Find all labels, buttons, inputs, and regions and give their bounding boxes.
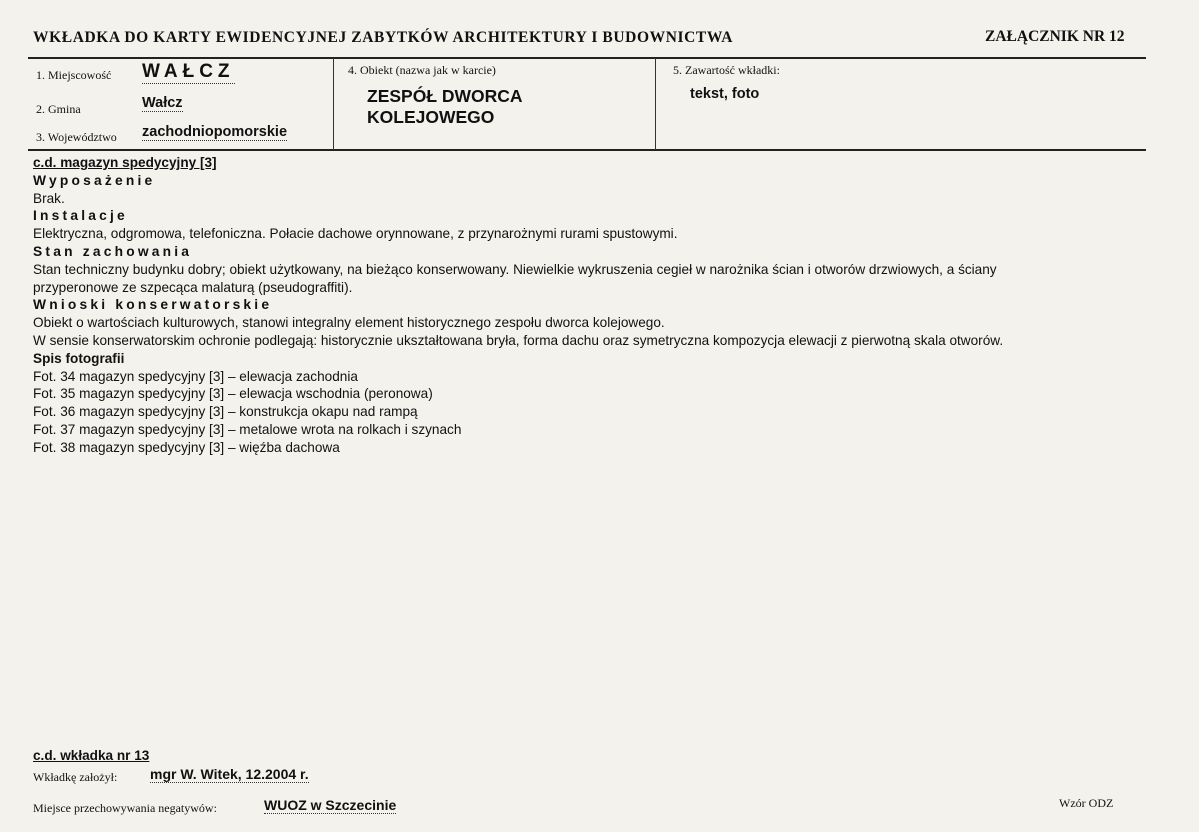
negatives-storage-label: Miejsce przechowywania negatywów: <box>33 801 217 815</box>
object-name-line2: KOLEJOWEGO <box>367 107 495 127</box>
header-top-rule <box>28 57 1146 59</box>
template-mark: Wzór ODZ <box>1059 796 1114 810</box>
body-content <box>33 154 1158 457</box>
condition-heading: Stan zachowania <box>33 243 193 259</box>
object-label: 4. Obiekt (nazwa jak w karcie) <box>348 63 496 77</box>
contents-value: tekst, foto <box>690 86 760 102</box>
photo-list-item: Fot. 35 magazyn spedycyjny [3] – elewacja wschodnia (peronowa) <box>33 386 433 402</box>
photo-list-item: Fot. 38 magazyn spedycyjny [3] – więźba dachowa <box>33 439 340 455</box>
header-bottom-rule <box>28 149 1146 151</box>
contents-label: 5. Zawartość wkładki: <box>673 63 780 77</box>
header-divider-1 <box>333 58 334 150</box>
conclusions-heading: Wnioski konserwatorskie <box>33 297 273 313</box>
photos-heading: Spis fotografii <box>33 350 125 366</box>
equipment-heading: Wyposażenie <box>33 172 156 188</box>
equipment-text: Brak. <box>33 190 65 206</box>
photo-list-item: Fot. 37 magazyn spedycyjny [3] – metalowe wrota na rolkach i szynach <box>33 421 462 437</box>
commune-value: Wałcz <box>142 95 183 111</box>
voivodeship-label: 3. Województwo <box>36 130 117 144</box>
conclusions-text-line2: W sensie konserwatorskim ochronie podlegają: historycznie ukształtowana bryła, forma dachu oraz symetryczna kompozycja elewacji z pierwotną skala otworów. <box>33 332 1004 348</box>
installations-text: Elektryczna, odgromowa, telefoniczna. Połacie dachowe orynnowane, z przynarożnymi rurami spustowymi. <box>33 226 678 242</box>
photo-list-item: Fot. 34 magazyn spedycyjny [3] – elewacja zachodnia <box>33 368 358 384</box>
negatives-storage-value: WUOZ w Szczecinie <box>264 797 397 813</box>
author-label: Wkładkę założył: <box>33 770 118 784</box>
next-insert-reference: c.d. wkładka nr 13 <box>33 748 150 763</box>
voivodeship-value: zachodniopomorskie <box>142 124 288 140</box>
condition-text-line1: Stan techniczny budynku dobry; obiekt użytkowany, na bieżąco konserwowany. Niewielkie wykruszenia cegieł w narożnika ścian i otworów drzwiowych, a ściany <box>33 261 997 277</box>
condition-text-line2: przyperonowe ze szpecąca malaturą (pseudograffiti). <box>33 279 353 295</box>
header-divider-2 <box>655 58 656 150</box>
commune-label: 2. Gmina <box>36 102 81 116</box>
continuation-heading: c.d. magazyn spedycyjny [3] <box>33 155 217 170</box>
locality-label: 1. Miejscowość <box>36 68 112 82</box>
conclusions-text-line1: Obiekt o wartościach kulturowych, stanowi integralny element historycznego zespołu dworca kolejowego. <box>33 315 665 331</box>
photo-list-item: Fot. 36 magazyn spedycyjny [3] – konstrukcja okapu nad rampą <box>33 404 418 420</box>
object-name-line1: ZESPÓŁ DWORCA <box>367 86 523 106</box>
annex-number: ZAŁĄCZNIK NR 12 <box>985 28 1125 45</box>
form-title: WKŁADKA DO KARTY EWIDENCYJNEJ ZABYTKÓW ARCHITEKTURY I BUDOWNICTWA <box>33 29 734 46</box>
author-value: mgr W. Witek, 12.2004 r. <box>150 766 309 782</box>
installations-heading: Instalacje <box>33 208 128 224</box>
locality-value: WAŁCZ <box>142 61 235 82</box>
